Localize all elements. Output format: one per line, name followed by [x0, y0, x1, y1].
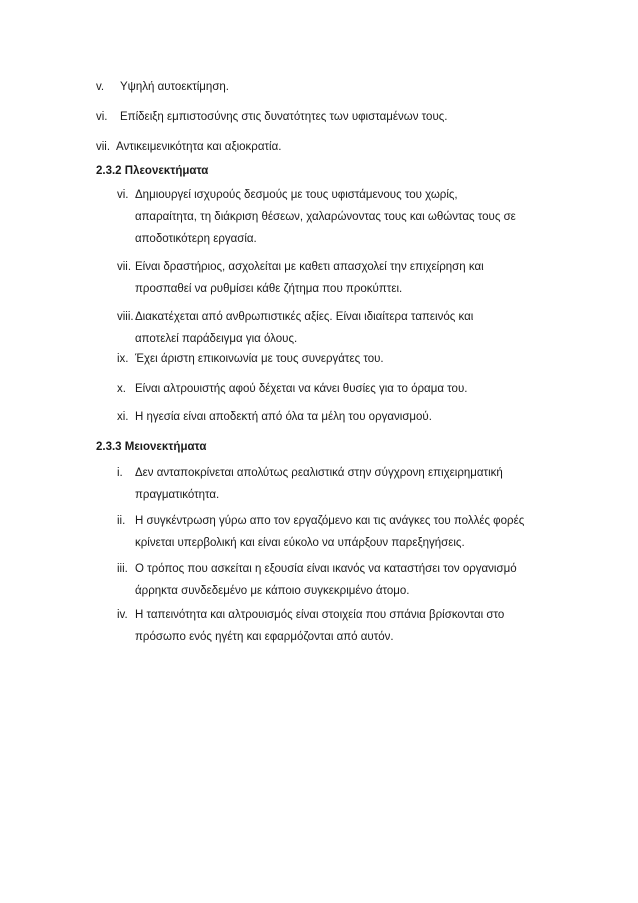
- list-item-number: vii.: [96, 141, 111, 153]
- list-item-number: iv.: [117, 609, 128, 621]
- list-item-number: ii.: [117, 515, 126, 527]
- list-item-text: Είναι δραστήριος, ασχολείται με καθετι απασχολεί την επιχείρηση και: [135, 261, 484, 273]
- list-item-number: vii.: [117, 261, 132, 273]
- list-item-text: κρίνεται υπερβολική και είναι εύκολο να υπάρξουν παρεξηγήσεις.: [135, 537, 465, 549]
- list-item-text: Διακατέχεται από ανθρωπιστικές αξίες. Είναι ιδιαίτερα ταπεινός και: [135, 311, 474, 323]
- list-item-number: vi.: [117, 189, 129, 201]
- list-item-number: x.: [117, 383, 126, 395]
- list-item-text: πρόσωπο ενός ηγέτη και εφαρμόζονται από αυτόν.: [135, 631, 394, 643]
- list-item-text: Ο τρόπος που ασκείται η εξουσία είναι ικανός να καταστήσει τον οργανισμό: [135, 563, 517, 575]
- list-item: [117, 462, 557, 506]
- list-item-text: Έχει άριστη επικοινωνία με τους συνεργάτες του.: [135, 353, 384, 365]
- list-item-number: ix.: [117, 353, 129, 365]
- list-item: [117, 256, 557, 300]
- list-item-number: i.: [117, 467, 123, 479]
- list-item-text: πραγματικότητα.: [135, 489, 220, 501]
- list-item-text: Η ηγεσία είναι αποδεκτή από όλα τα μέλη του οργανισμού.: [135, 411, 432, 423]
- list-item: [117, 604, 557, 648]
- list-item-text: Δεν ανταποκρίνεται απολύτως ρεαλιστικά στην σύγχρονη επιχειρηματική: [135, 467, 503, 479]
- list-item-number: v.: [96, 81, 105, 93]
- list-item-text: Δημιουργεί ισχυρούς δεσμούς με τους υφιστάμενους του χωρίς,: [135, 189, 458, 201]
- list-item-text: Η ταπεινότητα και αλτρουισμός είναι στοιχεία που σπάνια βρίσκονται στο: [135, 609, 505, 621]
- section-heading-advantages: 2.3.2 Πλεονεκτήματα: [96, 165, 209, 177]
- list-item-text: άρρηκτα συνδεδεμένο με κάποιο συγκεκριμένο άτομο.: [135, 585, 410, 597]
- list-item-text: Η συγκέντρωση γύρω απο τον εργαζόμενο και τις ανάγκες του πολλές φορές: [135, 515, 525, 527]
- list-item-text: απαραίτητα, τη διάκριση θέσεων, χαλαρώνοντας τους και ωθώντας τους σε: [135, 211, 516, 223]
- list-item-text: αποτελεί παράδειγμα για όλους.: [135, 333, 298, 345]
- list-item-number: xi.: [117, 411, 129, 423]
- list-item: [117, 510, 557, 554]
- list-item-text: αποδοτικότερη εργασία.: [135, 233, 257, 245]
- list-item-text: Υψηλή αυτοεκτίμηση.: [120, 81, 230, 93]
- list-item-text: Είναι αλτρουιστής αφού δέχεται να κάνει θυσίες για το όραμα του.: [135, 383, 468, 395]
- list-item: [117, 558, 557, 602]
- list-item: [117, 306, 557, 350]
- list-item-number: iii.: [117, 563, 128, 575]
- section-heading-disadvantages: 2.3.3 Μειονεκτήματα: [96, 441, 207, 453]
- list-item-number: vi.: [96, 111, 108, 123]
- list-item-text: προσπαθεί να ρυθμίσει κάθε ζήτημα που προκύπτει.: [135, 283, 403, 295]
- list-item-text: Επίδειξη εμπιστοσύνης στις δυνατότητες των υφισταμένων τους.: [120, 111, 448, 123]
- list-item: [117, 184, 557, 250]
- list-item-text: Αντικειμενικότητα και αξιοκρατία.: [116, 141, 282, 153]
- list-item-number: viii.: [117, 311, 134, 323]
